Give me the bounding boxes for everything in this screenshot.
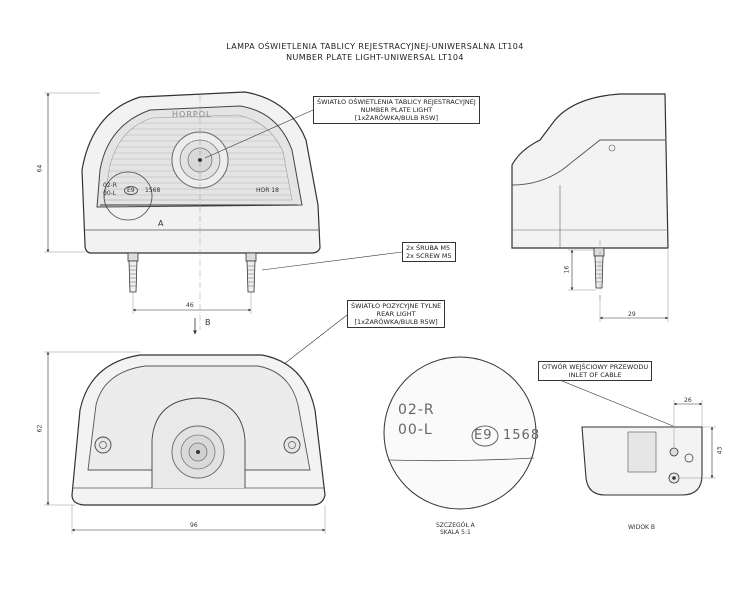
detail-a-code-2: 00-L xyxy=(398,422,433,438)
drawing-title: LAMPA OŚWIETLENIA TABLICY REJESTRACYJNEJ-UNIWERSALNA LT104 xyxy=(226,42,524,51)
screw-right xyxy=(246,253,256,292)
dim-detail-b-height: 43 xyxy=(716,446,724,455)
drawing-subtitle: NUMBER PLATE LIGHT-UNIWERSAL LT104 xyxy=(286,53,464,62)
dim-side-screw: 16 xyxy=(563,265,571,274)
rear-view xyxy=(44,352,325,534)
detail-a-approval: 1568 xyxy=(503,428,541,443)
front-code-2: 00-L xyxy=(103,190,117,197)
view-b xyxy=(582,400,716,495)
detail-a-e-mark: E9 xyxy=(474,428,493,443)
dim-height-front: 64 xyxy=(36,164,44,173)
detail-a-label: A xyxy=(158,219,164,228)
front-e-mark: E9 xyxy=(124,186,138,195)
screw-left xyxy=(128,253,138,292)
brand-mark: HORPOL xyxy=(172,110,212,119)
rear-mount-hole-right xyxy=(284,437,300,453)
dim-side-depth: 29 xyxy=(628,311,636,318)
callout-cable-inlet: OTWÓR WEJŚCIOWY PRZEWODU INLET OF CABLE xyxy=(538,361,652,381)
dim-height-bottom: 62 xyxy=(36,424,44,433)
front-code-1: 02-R xyxy=(103,182,117,189)
side-body-outline xyxy=(512,94,668,248)
callout-plate-light: ŚWIATŁO OŚWIETLENIA TABLICY REJESTRACYJNEJ NUMBER PLATE LIGHT [1xŻARÓWKA/BULB R5W] xyxy=(313,96,480,124)
rear-mount-hole-left xyxy=(95,437,111,453)
view-b-caption: WIDOK B xyxy=(628,524,656,531)
front-model: HOR 18 xyxy=(256,187,279,194)
callout-rear-light: ŚWIATŁO POZYCYJNE TYLNE REAR LIGHT [1xŻARÓWKA/BULB R5W] xyxy=(347,300,445,328)
front-view xyxy=(44,92,320,334)
callout-screws: 2x ŚRUBA M5 2x SCREW M5 xyxy=(402,242,456,262)
front-approval: 1568 xyxy=(145,187,161,194)
dim-width-front: 96 xyxy=(190,522,198,529)
side-view xyxy=(512,94,668,322)
view-b-label: B xyxy=(205,318,211,327)
dim-screw-spacing: 46 xyxy=(186,302,194,309)
detail-a-caption: SZCZEGÓŁ A SKALA 5:1 xyxy=(436,522,475,536)
cable-inlet-hole xyxy=(670,448,678,456)
detail-a-code-1: 02-R xyxy=(398,402,435,418)
dim-detail-b-width: 26 xyxy=(684,397,692,404)
